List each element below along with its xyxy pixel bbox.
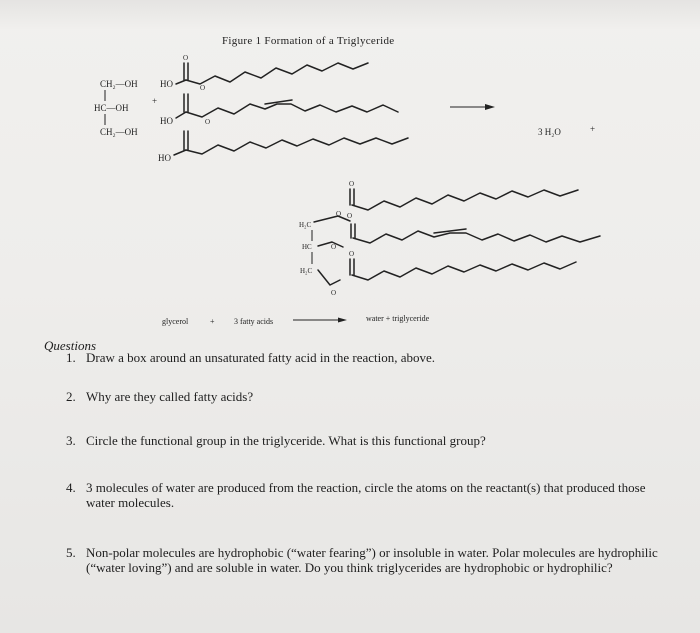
triglyceride-row-2: HC (302, 243, 312, 251)
ester-3-linkage (318, 270, 340, 285)
ester-3-chain (352, 262, 576, 280)
ester-1-oxygen: O (336, 210, 342, 218)
acid-2-chain (186, 104, 398, 117)
ester-1-chain (352, 190, 578, 210)
question-number: 3. (66, 433, 76, 448)
ester-1-linkage (314, 216, 350, 222)
caption-product: water + triglyceride (366, 314, 430, 323)
question-number: 1. (66, 350, 76, 365)
caption-glycerol: glycerol (162, 317, 189, 326)
acid-1-oh-bond (176, 80, 186, 84)
ester-1-carbonyl-oxygen: O (349, 180, 355, 188)
glycerol-row-3: CH₂—OH (100, 127, 138, 137)
acid-2-oh-bond (176, 112, 186, 118)
questions-section (44, 338, 684, 575)
question-number: 2. (66, 389, 76, 404)
question-number: 5. (66, 545, 76, 560)
glycerol-row-2: HC—OH (94, 103, 129, 113)
acid-3-chain (186, 138, 408, 154)
caption-arrowhead (338, 318, 347, 323)
question-text: Draw a box around an unsaturated fatty acid in the reaction, above. (86, 350, 436, 365)
water-product: 3 H₂O (538, 127, 561, 137)
acid-1-carbonyl-oxygen: O (183, 54, 189, 62)
acid-3-hydroxyl: HO (158, 153, 171, 163)
ester-3-oxygen: O (331, 289, 337, 297)
acid-3-oh-bond (174, 150, 186, 155)
plus-sign-2: + (590, 124, 596, 134)
plus-sign-1: + (152, 96, 158, 106)
acid-1-ether-oxygen: O (200, 84, 206, 92)
ester-2-chain (353, 231, 600, 243)
acid-1-chain (186, 63, 368, 84)
caption-plus: + (210, 317, 215, 326)
acid-2-hydroxyl: HO (160, 116, 173, 126)
question-text: Why are they called fatty acids? (86, 389, 254, 404)
triglyceride-row-3: H₂C (300, 267, 313, 275)
question-text: Circle the functional group in the triglyceride. What is this functional group? (86, 433, 486, 448)
question-number: 4. (66, 480, 76, 495)
reaction-arrowhead-top (485, 104, 495, 110)
question-text: 3 molecules of water are produced from the reaction, circle the atoms on the reactant(s) that produced those water molecules. (86, 480, 646, 510)
question-text: Non-polar molecules are hydrophobic (“water fearing”) or insoluble in water. Polar molecules are hydrophilic (“water loving”) and are soluble in water. Do you think triglycerides are hydrophobic or hydrophilic? (86, 545, 658, 575)
triglyceride-row-1: H₂C (299, 221, 312, 229)
acid-1-hydroxyl: HO (160, 79, 173, 89)
ester-2-oxygen: O (331, 243, 337, 251)
ester-3-carbonyl-oxygen: O (349, 250, 355, 258)
caption-fatty-acids: 3 fatty acids (234, 317, 274, 326)
ester-1-carbonyl-oxygen-label: O (347, 212, 353, 220)
questions-heading: Questions (44, 338, 96, 353)
glycerol-row-1: CH₂—OH (100, 79, 138, 89)
figure-title: Figure 1 Formation of a Triglyceride (222, 35, 395, 47)
acid-2-oxygen: O (205, 118, 211, 126)
